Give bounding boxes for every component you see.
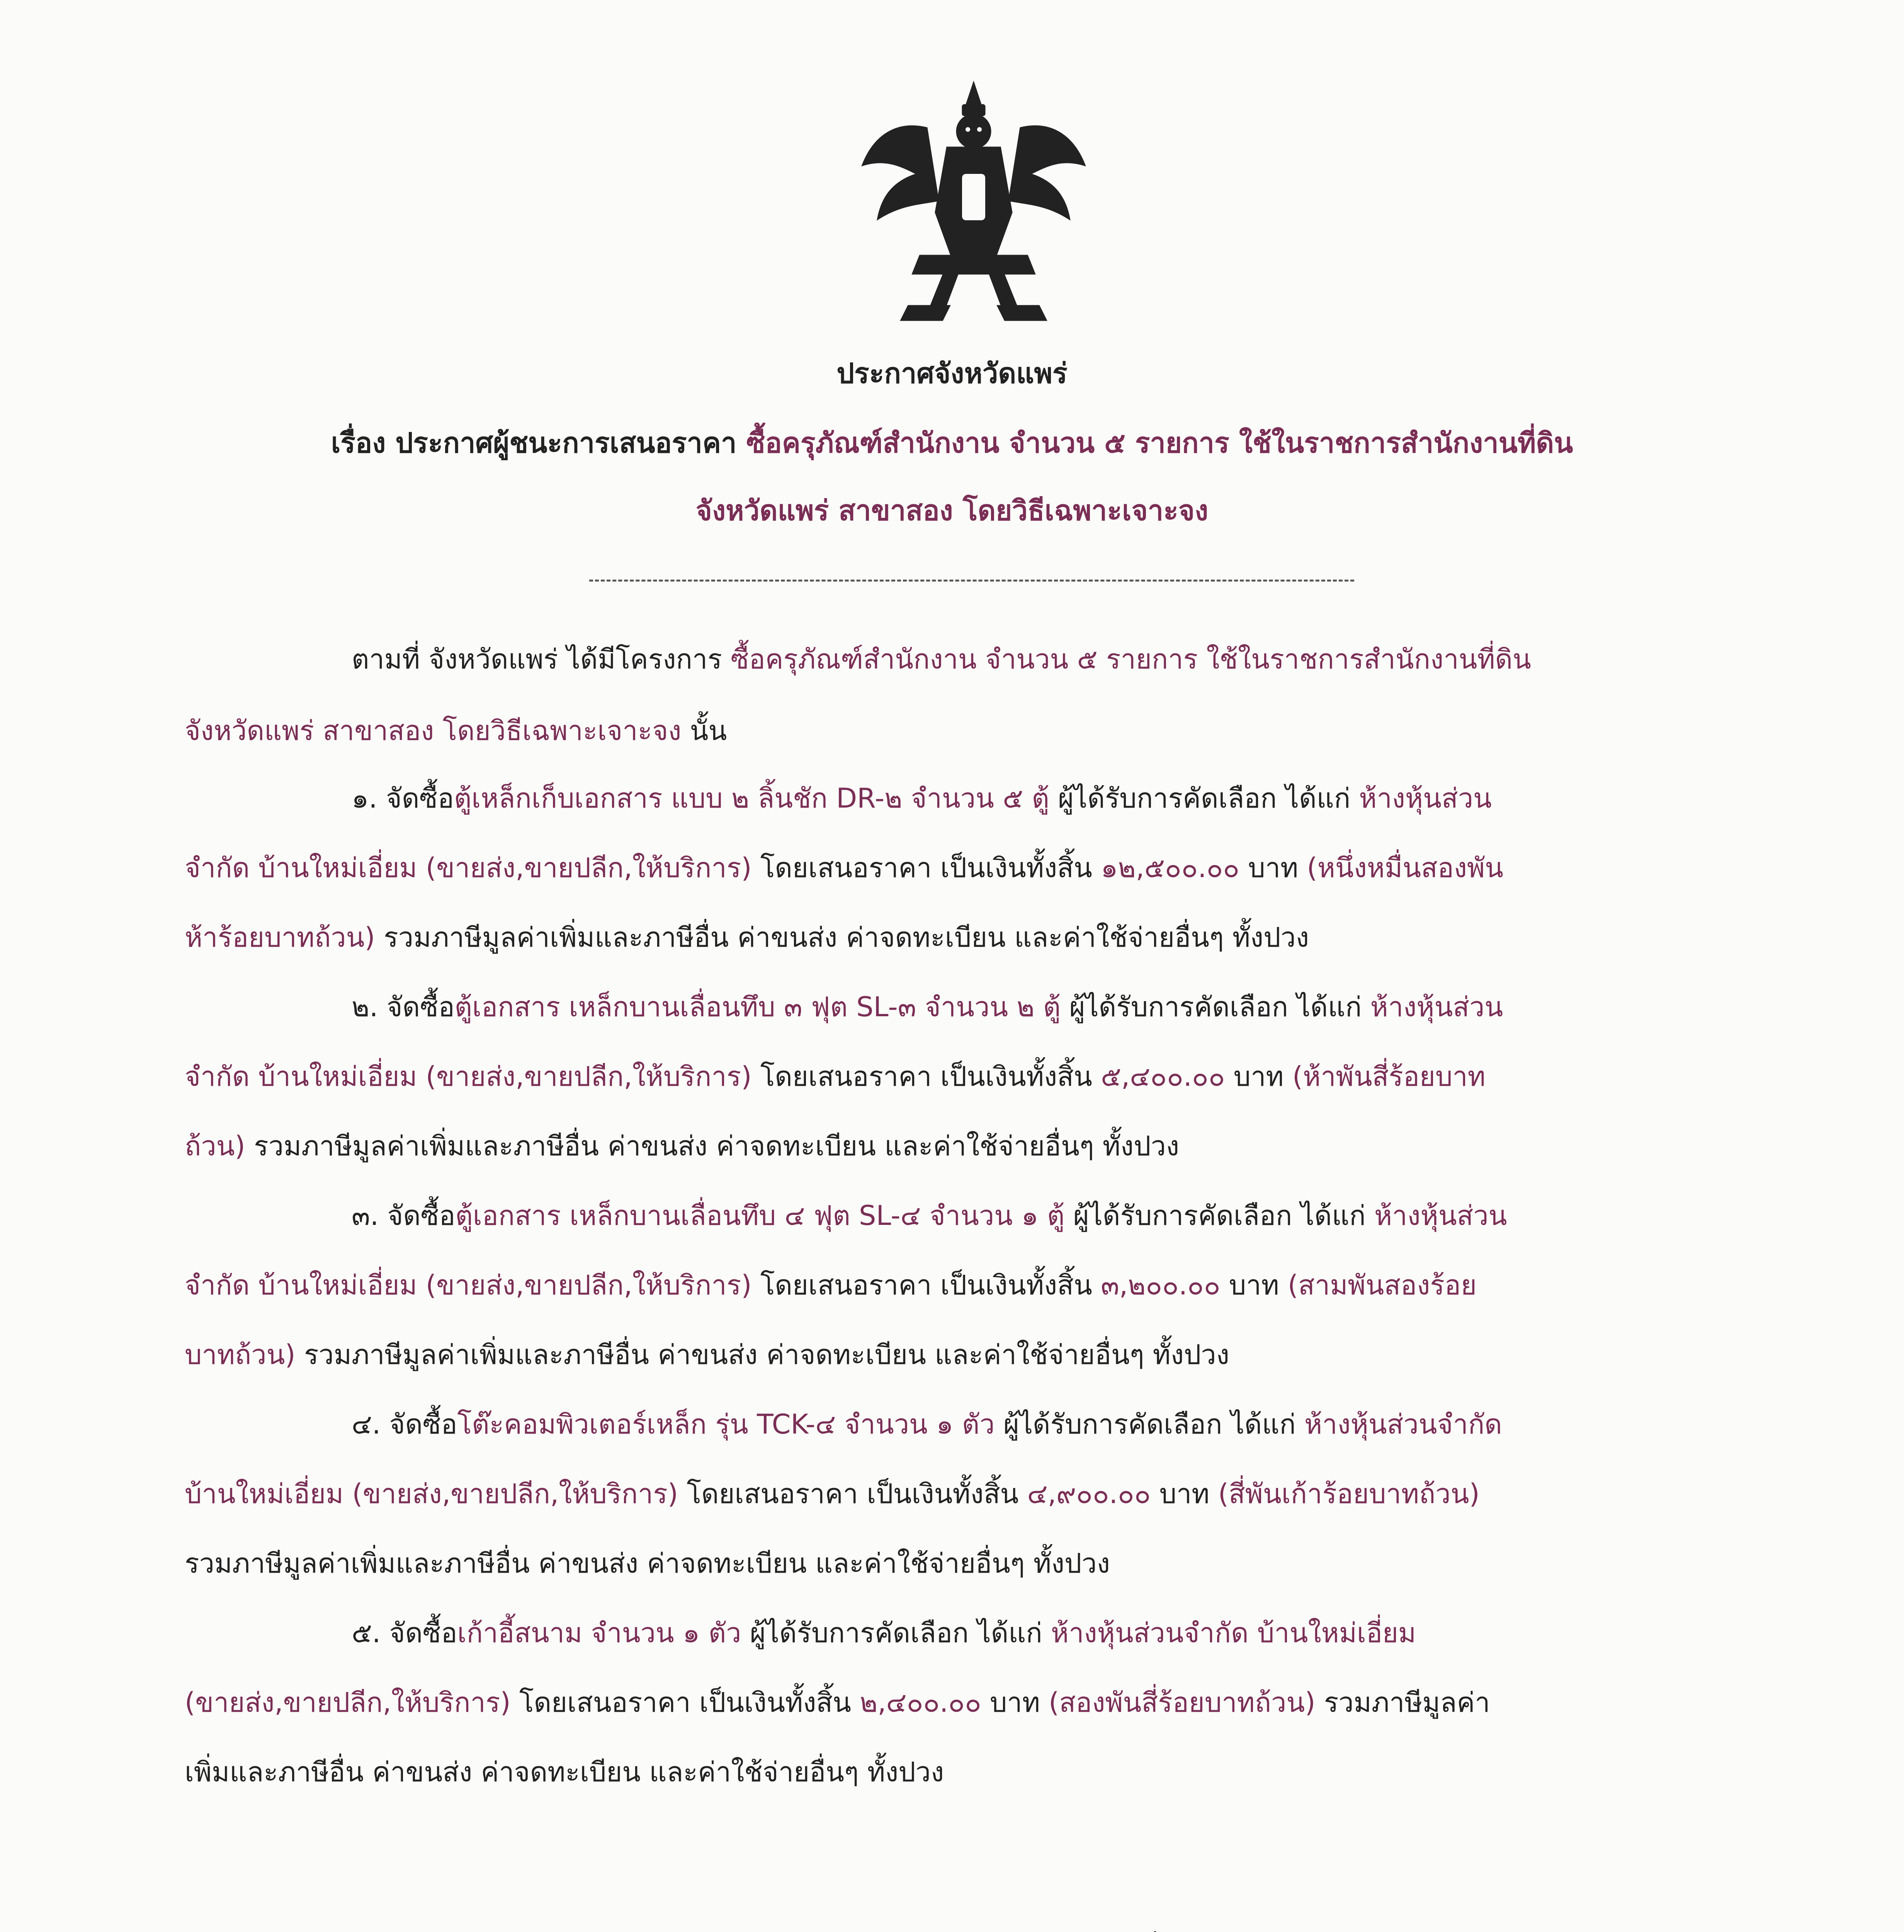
item-price-words-cont: บาทถ้วน) <box>185 1339 296 1371</box>
item-winner-label: ผู้ได้รับการคัดเลือก ได้แก่ <box>1049 782 1359 814</box>
item-tax-note: เพิ่มและภาษีอื่น ค่าขนส่ง ค่าจดทะเบียน และค่าใช้จ่ายอื่นๆ ทั้งปวง <box>185 1756 944 1788</box>
item-price-words: (สามพันสองร้อย <box>1287 1269 1477 1301</box>
item-label: ๒. จัดซื้อ <box>352 991 455 1023</box>
item-1-line-2 <box>185 854 1503 882</box>
intro-line-2 <box>185 717 727 745</box>
item-price-label: โดยเสนอราคา เป็นเงินทั้งสิ้น <box>751 1061 1101 1092</box>
intro-project: ซื้อครุภัณฑ์สำนักงาน จำนวน ๕ รายการ ใช้ในราชการสำนักงานที่ดิน <box>731 643 1531 675</box>
item-3-line-1 <box>352 1202 1507 1230</box>
item-description: เก้าอี้สนาม จำนวน ๑ ตัว <box>457 1617 741 1649</box>
item-1-line-1 <box>352 784 1492 812</box>
item-winner-label: ผู้ได้รับการคัดเลือก ได้แก่ <box>1064 1200 1374 1231</box>
item-winner-label: ผู้ได้รับการคัดเลือก ได้แก่ <box>1061 991 1370 1023</box>
item-tax-note: รวมภาษีมูลค่าเพิ่มและภาษีอื่น ค่าขนส่ง ค่าจดทะเบียน และค่าใช้จ่ายอื่นๆ ทั้งปวง <box>185 1548 1110 1579</box>
intro-tail: นั้น <box>681 715 727 747</box>
announcement-date <box>970 1928 1511 1932</box>
subject-prefix: เรื่อง ประกาศผู้ชนะการเสนอราคา <box>331 427 746 459</box>
item-price-label: โดยเสนอราคา เป็นเงินทั้งสิ้น <box>510 1687 860 1718</box>
item-vendor-cont: จำกัด บ้านใหม่เอี่ยม (ขายส่ง,ขายปลีก,ให้บริการ) <box>185 852 752 884</box>
item-price-words: (หนึ่งหมื่นสองพัน <box>1307 852 1503 884</box>
item-price: ๕,๔๐๐.๐๐ <box>1101 1061 1225 1092</box>
item-vendor-cont: จำกัด บ้านใหม่เอี่ยม (ขายส่ง,ขายปลีก,ให้บริการ) <box>185 1061 752 1092</box>
item-vendor: ห้างหุ้นส่วนจำกัด <box>1304 1408 1502 1440</box>
item-vendor-cont: จำกัด บ้านใหม่เอี่ยม (ขายส่ง,ขายปลีก,ให้บริการ) <box>185 1269 752 1301</box>
item-price-words-cont: ห้าร้อยบาทถ้วน) <box>185 922 375 953</box>
item-3-line-2 <box>185 1271 1477 1299</box>
item-vendor-cont: บ้านใหม่เอี่ยม (ขายส่ง,ขายปลีก,ให้บริการ) <box>185 1478 678 1510</box>
item-4-line-1 <box>352 1410 1502 1438</box>
document-subject-line-1 <box>0 429 1904 457</box>
item-price-label: โดยเสนอราคา เป็นเงินทั้งสิ้น <box>678 1478 1027 1510</box>
item-tax-note: รวมภาษีมูลค่าเพิ่มและภาษีอื่น ค่าขนส่ง ค่าจดทะเบียน และค่าใช้จ่ายอื่นๆ ทั้งปวง <box>375 922 1309 953</box>
item-vendor: ห้างหุ้นส่วน <box>1374 1200 1507 1231</box>
item-description: ตู้เหล็กเก็บเอกสาร แบบ ๒ ลิ้นชัก DR-๒ จำนวน ๕ ตู้ <box>454 782 1049 814</box>
item-vendor: ห้างหุ้นส่วน <box>1370 991 1503 1023</box>
item-label: ๓. จัดซื้อ <box>352 1200 456 1231</box>
item-vendor: ห้างหุ้นส่วนจำกัด บ้านใหม่เอี่ยม <box>1051 1617 1416 1649</box>
item-currency: บาท <box>1239 852 1307 884</box>
item-price-words: (สี่พันเก้าร้อยบาทถ้วน) <box>1218 1478 1480 1510</box>
intro-text: ตามที่ จังหวัดแพร่ ได้มีโครงการ <box>352 643 731 675</box>
item-5-line-3 <box>185 1758 944 1786</box>
separator-line <box>589 580 1354 582</box>
intro-line-1 <box>352 645 1531 673</box>
subject-highlight-1: ซื้อครุภัณฑ์สำนักงาน จำนวน ๕ รายการ ใช้ในราชการสำนักงานที่ดิน <box>746 427 1573 459</box>
item-price-label: โดยเสนอราคา เป็นเงินทั้งสิ้น <box>751 1269 1101 1301</box>
item-vendor-cont: (ขายส่ง,ขายปลีก,ให้บริการ) <box>185 1687 511 1718</box>
item-description: ตู้เอกสาร เหล็กบานเลื่อนทึบ ๓ ฟุต SL-๓ จำนวน ๒ ตู้ <box>454 991 1061 1023</box>
item-label: ๕. จัดซื้อ <box>352 1617 457 1649</box>
item-price-words-cont: ถ้วน) <box>185 1130 245 1162</box>
item-tax-note-start: รวมภาษีมูลค่า <box>1315 1687 1490 1718</box>
item-price-label: โดยเสนอราคา เป็นเงินทั้งสิ้น <box>751 852 1101 884</box>
item-4-line-3 <box>185 1549 1110 1577</box>
item-tax-note: รวมภาษีมูลค่าเพิ่มและภาษีอื่น ค่าขนส่ง ค่าจดทะเบียน และค่าใช้จ่ายอื่นๆ ทั้งปวง <box>245 1130 1180 1162</box>
document-subject-line-2: จังหวัดแพร่ สาขาสอง โดยวิธีเฉพาะเจาะจง <box>695 494 1209 527</box>
item-currency: บาท <box>1220 1269 1288 1301</box>
item-label: ๔. จัดซื้อ <box>352 1408 457 1440</box>
item-5-line-2 <box>185 1689 1490 1716</box>
item-2-line-2 <box>185 1063 1486 1090</box>
item-3-line-3 <box>185 1341 1229 1369</box>
item-price-words: (ห้าพันสี่ร้อยบาท <box>1292 1061 1486 1092</box>
item-4-line-2 <box>185 1480 1480 1508</box>
item-price: ๒,๔๐๐.๐๐ <box>860 1687 981 1718</box>
item-currency: บาท <box>981 1687 1049 1718</box>
item-price: ๔,๙๐๐.๐๐ <box>1027 1478 1151 1510</box>
item-5-line-1 <box>352 1619 1416 1647</box>
item-label: ๑. จัดซื้อ <box>352 782 454 814</box>
item-2-line-1 <box>352 993 1503 1021</box>
document-title: ประกาศจังหวัดแพร่ <box>836 357 1068 389</box>
item-1-line-3 <box>185 923 1309 951</box>
intro-project-cont: จังหวัดแพร่ สาขาสอง โดยวิธีเฉพาะเจาะจง <box>185 715 682 747</box>
item-price-words: (สองพันสี่ร้อยบาทถ้วน) <box>1049 1687 1316 1718</box>
item-description: ตู้เอกสาร เหล็กบานเลื่อนทึบ ๔ ฟุต SL-๔ จำนวน ๑ ตู้ <box>455 1200 1065 1231</box>
item-price: ๓,๒๐๐.๐๐ <box>1101 1269 1221 1301</box>
item-currency: บาท <box>1151 1478 1218 1510</box>
item-description: โต๊ะคอมพิวเตอร์เหล็ก รุ่น TCK-๔ จำนวน ๑ ตัว <box>457 1408 995 1440</box>
item-price: ๑๒,๕๐๐.๐๐ <box>1101 852 1240 884</box>
item-tax-note: รวมภาษีมูลค่าเพิ่มและภาษีอื่น ค่าขนส่ง ค่าจดทะเบียน และค่าใช้จ่ายอื่นๆ ทั้งปวง <box>295 1339 1229 1371</box>
item-vendor: ห้างหุ้นส่วน <box>1359 782 1492 814</box>
garuda-emblem-icon <box>850 73 1097 328</box>
item-winner-label: ผู้ได้รับการคัดเลือก ได้แก่ <box>741 1617 1051 1649</box>
item-winner-label: ผู้ได้รับการคัดเลือก ได้แก่ <box>994 1408 1305 1440</box>
item-currency: บาท <box>1225 1061 1292 1092</box>
item-2-line-3 <box>185 1132 1179 1160</box>
